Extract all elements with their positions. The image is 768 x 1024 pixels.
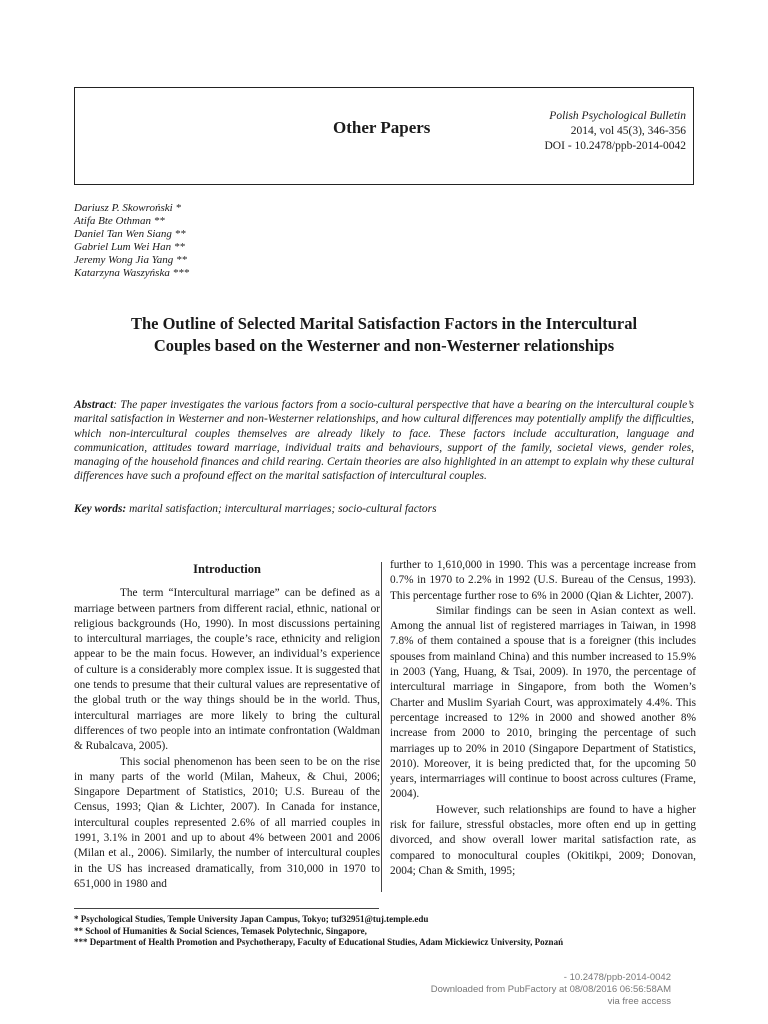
footnotes	[74, 914, 563, 949]
journal-name: Polish Psychological Bulletin	[549, 110, 686, 122]
author-name: Daniel Tan Wen Siang **	[74, 228, 186, 240]
author-list	[74, 202, 189, 280]
journal-doi: DOI - 10.2478/ppb-2014-0042	[544, 140, 686, 152]
paper-title-line: Couples based on the Westerner and non-Westerner relationships	[153, 336, 615, 355]
download-note	[431, 972, 671, 1008]
keywords-text: marital satisfaction; intercultural marriages; socio-cultural factors	[126, 503, 437, 515]
right-column	[390, 558, 696, 879]
journal-info	[545, 109, 687, 154]
abstract-text: : The paper investigates the various factors from a socio-cultural perspective that have a bearing on the intercultural couple’s marital satisfaction in Westerner and non-Westerner relationships, and how cultural differences may potentially amplify the difficulties, which non-intercultural couples themselves are already likely to face. These factors include acculturation, language and communication, attitudes toward marriage, individual traits and behaviours, support of the family, societal views, gender roles, managing of the household finances and child rearing. Certain theories are also highlighted in an attempt to explain why these cultural differences have such a profound effect on the marital satisfaction of intercultural couples.	[74, 399, 694, 483]
author-name: Jeremy Wong Jia Yang **	[74, 254, 188, 266]
section-label: Other Papers	[333, 118, 431, 137]
footnote: * Psychological Studies, Temple University Japan Campus, Tokyo; tuf32951@tuj.temple.edu	[74, 914, 429, 924]
author-name: Katarzyna Waszyńska ***	[74, 267, 190, 279]
column-divider	[381, 562, 382, 892]
journal-volume: 2014, vol 45(3), 346-356	[570, 125, 686, 137]
paragraph: The term “Intercultural marriage” can be defined as a marriage between partners from different racial, ethnic, national or religious backgrounds (Ho, 1990). In most discussions pertaining to intercultural marriages, the couple’s race, ethnicity and religion appear to be the main focus. However, an individual’s experience of culture is a considerably more complex issue. It is suggested that one tends to presume that their cultural values are representative of the global truth or the way things should be in the world. Thus, intercultural marriages are more likely to bring the cultural differences of two people into an intimate confrontation (Waldman & Rubalcava, 2005).	[74, 587, 380, 753]
download-doi: - 10.2478/ppb-2014-0042	[563, 972, 671, 983]
abstract	[74, 398, 694, 484]
paper-title-line: The Outline of Selected Marital Satisfaction Factors in the Intercultural	[130, 314, 638, 333]
paper-title	[74, 313, 694, 357]
footnote: *** Department of Health Promotion and Psychotherapy, Faculty of Educational Studies, Adam Mickiewicz University, Poznań	[74, 937, 564, 947]
keywords-label: Key words:	[74, 503, 127, 515]
footnote-rule	[74, 908, 379, 909]
author-name: Dariusz P. Skowroński *	[74, 202, 181, 214]
download-info: Downloaded from PubFactory at 08/08/2016 06:56:58AM	[430, 984, 671, 995]
footnote: ** School of Humanities & Social Sciences, Temasek Polytechnic, Singapore,	[74, 925, 367, 936]
paragraph: This social phenomenon has been seen to be on the rise in many parts of the world (Milan, Maheux, & Chui, 2006; Singapore Department of Statistics, 2010; U.S. Bureau of the Census, 1993; Qian & Lichter, 2007). In Canada for instance, intercultural couples represented 2.6% of all married couples in 1991, 3.1% in 2001 and up to about 4% between 2001 and 2006 (Milan et al., 2006). Similarly, the number of intercultural couples in the US has increased dramatically, from 310,000 in 1970 to 651,000 in 1980 and	[74, 755, 380, 890]
author-name: Gabriel Lum Wei Han **	[74, 241, 185, 253]
section-heading: Introduction	[193, 562, 261, 576]
header-box	[74, 87, 694, 185]
author-name: Atifa Bte Othman **	[74, 215, 165, 227]
paragraph: However, such relationships are found to have a higher risk for failure, stressful obstacles, more often end up in getting divorced, and show overall lower marital satisfaction rate, as compared to monocultural couples (Okitikpi, 2009; Donovan, 2004; Chan & Smith, 1995;	[390, 803, 696, 877]
abstract-label: Abstract	[74, 399, 114, 411]
left-column	[74, 562, 380, 892]
keywords	[74, 503, 694, 515]
paragraph: Similar findings can be seen in Asian context as well. Among the annual list of registered marriages in Taiwan, in 1998 7.8% of them contained a spouse that is a foreigner (this includes spouses from mainland China) and this number increased to 15.9% in 2003 (Yang, Huang, & Tsai, 2009). In 1970, the percentage of intercultural marriage in Singapore, from both the Women’s Charter and Muslim Syariah Court, was approximately 4.4%. This percentage increased to 12% in 2000 and showed another 8% increase from 2000 to 2010, bringing the percentage of such marriages up to 20% in 2010 (Singapore Department of Statistics, 2010). Moreover, it is being predicted that, for the upcoming 50 years, intermarriages will continue to boost across cultures (Frame, 2004).	[390, 604, 696, 801]
paragraph: further to 1,610,000 in 1990. This was a percentage increase from 0.7% in 1970 to 2.2% in 1992 (U.S. Bureau of the Census, 1993). This percentage further rose to 6% in 2000 (Qian & Lichter, 2007).	[390, 559, 696, 602]
access-note: via free access	[607, 996, 671, 1007]
